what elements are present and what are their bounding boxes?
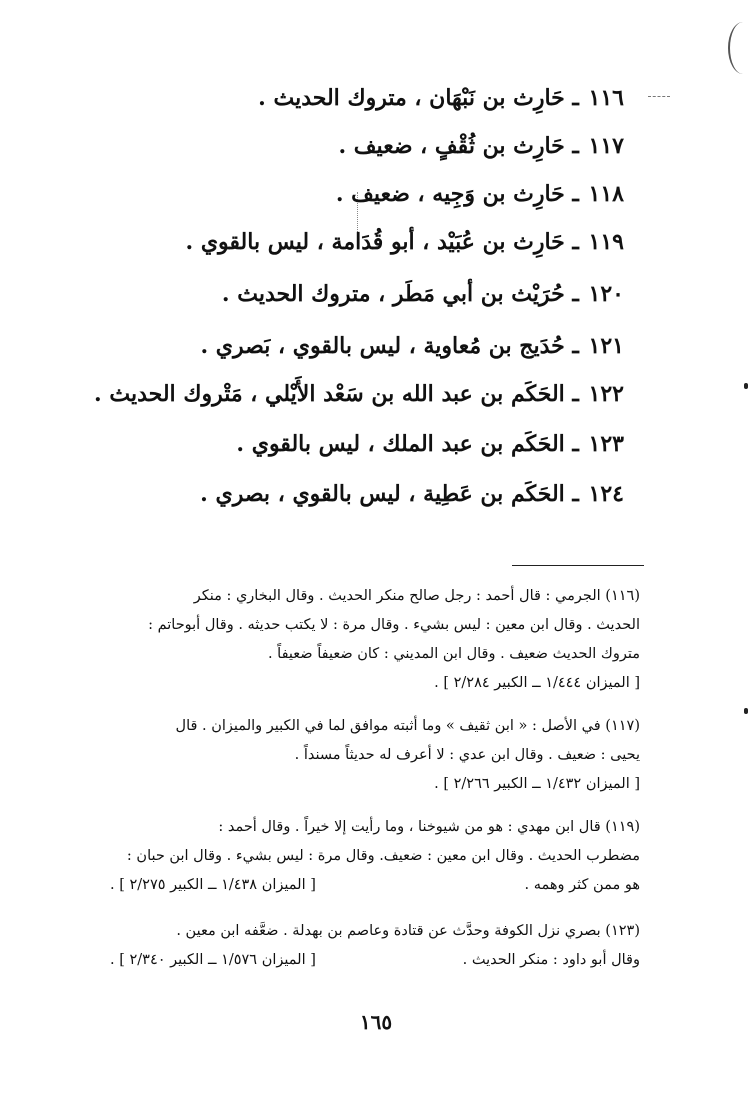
footnote-reference: [ الميزان ١/٥٧٦ ــ الكبير ٢/٣٤٠ ] . (110, 952, 316, 968)
footnote-reference: [ الميزان ١/٤٤٤ ــ الكبير ٢/٢٨٤ ] . (434, 675, 640, 691)
footnote-line: يحيى : ضعيف . وقال ابن عدي : لا أعرف له حديثاً مسنداً . (294, 747, 640, 763)
entry-number: ١٢٢ (588, 381, 624, 407)
footnote-line: (١١٩) قال ابن مهدي : هو من شيوخنا ، وما رأيت إلا خيراً . وقال أحمد : (218, 819, 640, 835)
footnote (110, 712, 640, 799)
narrator-entry (104, 274, 624, 314)
entry-number: ١١٩ (588, 229, 624, 255)
entry-number: ١٢٠ (588, 281, 624, 307)
entry-number: ١١٨ (588, 181, 624, 207)
footnote-line-with-reference (110, 946, 640, 975)
entry-number: ١٢٤ (588, 481, 624, 507)
narrator-entry (104, 174, 624, 214)
footnote-line: (١١٦) الجرمي : قال أحمد : رجل صالح منكر الحديث . وقال البخاري : منكر (193, 588, 640, 604)
page-number: ١٦٥ (359, 1010, 393, 1034)
entry-text: ـ حُدَيج بن مُعاوية ، ليس بالقوي ، بَصري . (200, 333, 579, 359)
entry-number: ١٢١ (588, 333, 624, 359)
narrator-entry (104, 222, 624, 262)
scan-mark (648, 96, 670, 97)
narrator-entry (104, 78, 624, 118)
entry-number: ١١٧ (588, 133, 624, 159)
page-edge-curve (728, 22, 752, 74)
entry-text: ـ حَارِث بن ثُقْفٍ ، ضعيف . (338, 133, 579, 159)
entry-number: ١١٦ (588, 85, 624, 111)
footnote-line-with-reference (110, 871, 640, 900)
footnote-line: هو ممن كثر وهمه . (524, 877, 640, 893)
footnote-line: متروك الحديث ضعيف . وقال ابن المديني : كان ضعيفاً ضعيفاً . (267, 646, 640, 662)
narrator-entry (104, 126, 624, 166)
footnote (110, 813, 640, 900)
footnote-line: (١٢٣) بصري نزل الكوفة وحدَّث عن قتادة وعاصم بن بهدلة . ضعَّفه ابن معين . (176, 923, 640, 939)
entry-text: ـ حَارِث بن نَبْهَان ، متروك الحديث . (258, 85, 579, 111)
footnote-reference: [ الميزان ١/٤٣٢ ــ الكبير ٢/٢٦٦ ] . (434, 776, 640, 792)
footnote-reference: [ الميزان ١/٤٣٨ ــ الكبير ٢/٢٧٥ ] . (110, 877, 316, 893)
footnote-line: (١١٧) في الأصل : « ابن ثقيف » وما أثبته موافق لما في الكبير والميزان . قال (175, 718, 640, 734)
footnote (110, 582, 640, 698)
entry-text: ـ الحَكَم بن عَطِية ، ليس بالقوي ، بصري . (200, 481, 579, 507)
narrator-entry (104, 474, 624, 514)
narrator-entry (104, 326, 624, 366)
entry-text: ـ حَارِث بن وَجِيه ، ضعيف . (335, 181, 579, 207)
footnote-line: الحديث . وقال ابن معين : ليس بشيء . وقال مرة : لا يكتب حديثه . وقال أبوحاتم : (148, 617, 640, 633)
footnote-line: مضطرب الحديث . وقال ابن معين : ضعيف. وقال مرة : ليس بشيء . وقال ابن حبان : (126, 848, 640, 864)
narrator-entry (104, 424, 624, 464)
entry-number: ١٢٣ (588, 431, 624, 457)
footnote (110, 917, 640, 975)
entry-text: ـ الحَكَم بن عبد الله بن سَعْد الأَيْلي ، مَتْروك الحديث . (94, 381, 579, 407)
footnote-line: وقال أبو داود : منكر الحديث . (462, 952, 640, 968)
narrator-entry (94, 374, 624, 414)
entry-text: ـ حُرَيْث بن أبي مَطَر ، متروك الحديث . (221, 281, 579, 307)
margin-dot (744, 708, 748, 714)
footnote-divider (512, 565, 644, 566)
entry-text: ـ الحَكَم بن عبد الملك ، ليس بالقوي . (236, 431, 579, 457)
entry-text: ـ حَارِث بن عُبَيْد ، أبو قُدَامة ، ليس بالقوي . (185, 229, 579, 255)
margin-dot (744, 383, 748, 389)
